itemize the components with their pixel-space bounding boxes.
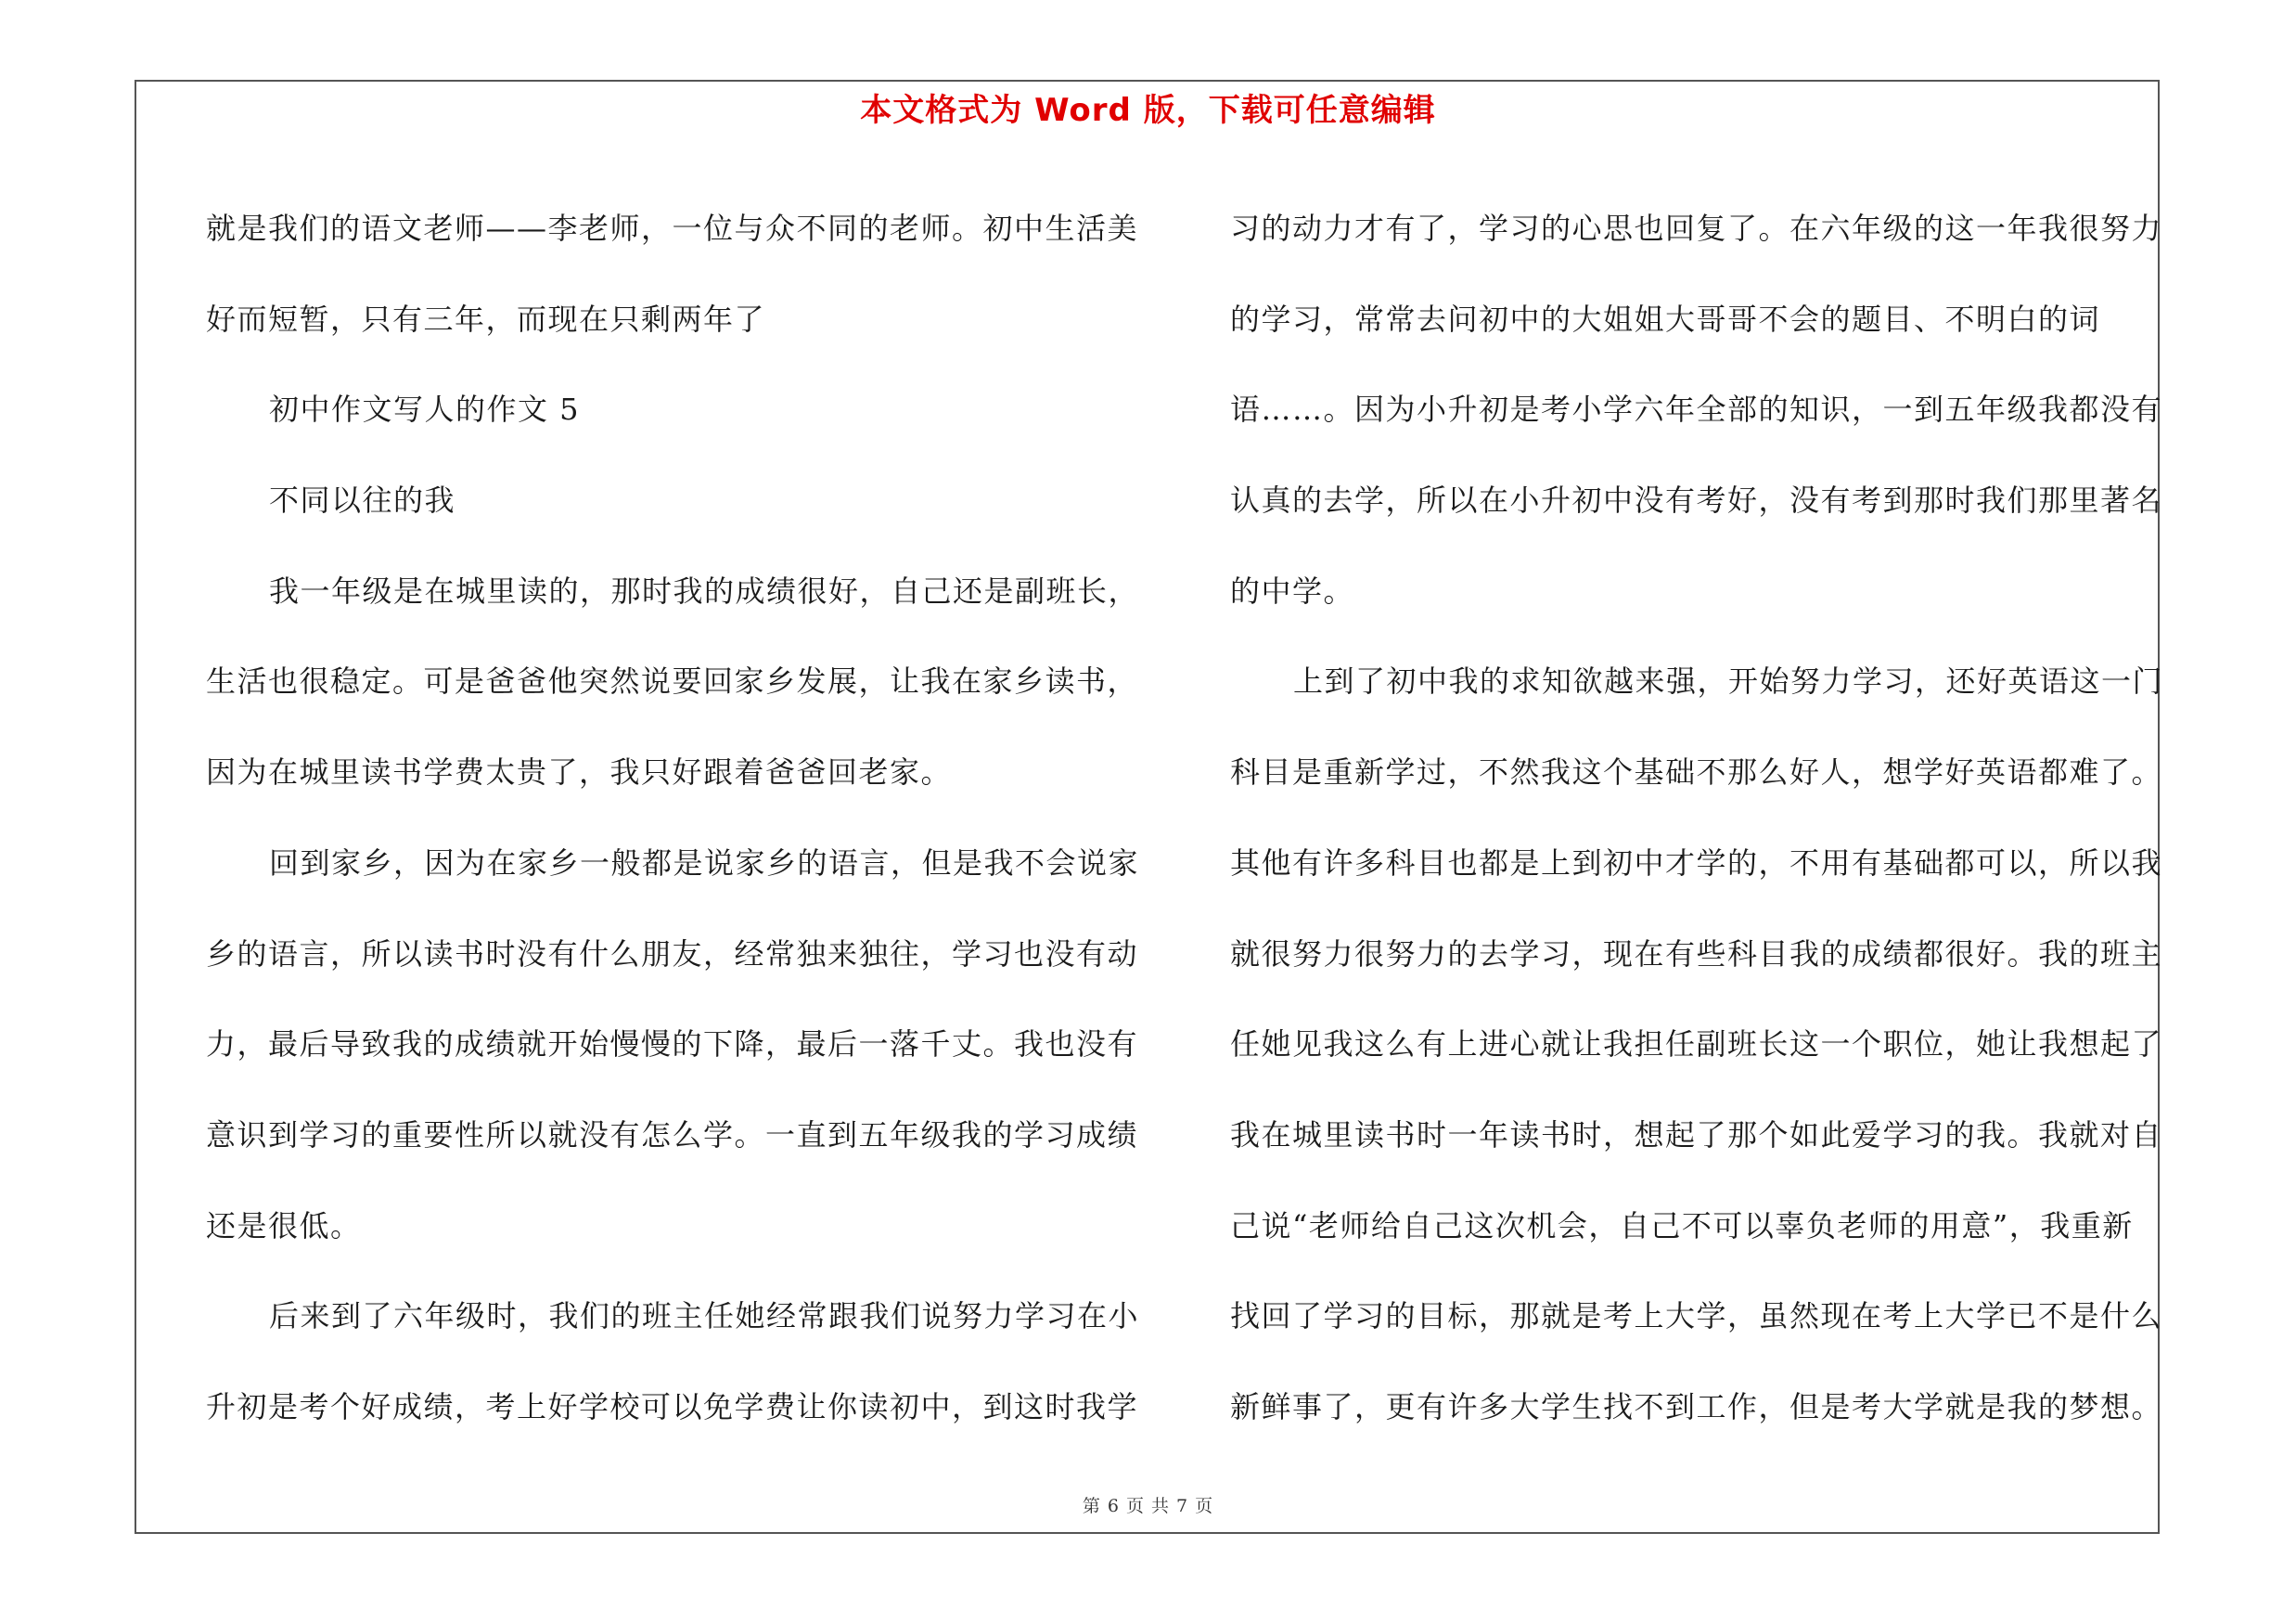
- text-line: 因为在城里读书学费太贵了，我只好跟着爸爸回老家。: [206, 754, 953, 791]
- text-line: 后来到了六年级时，我们的班主任她经常跟我们说努力学习在小: [269, 1298, 1140, 1334]
- text-line: 科目是重新学过，不然我这个基础不那么好人，想学好英语都难了。: [1230, 754, 2163, 791]
- text-line: 回到家乡，因为在家乡一般都是说家乡的语言，但是我不会说家: [269, 844, 1140, 881]
- text-line: 找回了学习的目标，那就是考上大学，虽然现在考上大学已不是什么: [1230, 1298, 2163, 1334]
- text-line: 不同以往的我: [269, 483, 456, 519]
- left-text-column: [206, 184, 1148, 1453]
- text-line: 语……。因为小升初是考小学六年全部的知识，一到五年级我都没有: [1230, 392, 2163, 428]
- text-line: 的中学。: [1230, 573, 1355, 609]
- format-banner: 本文格式为 Word 版，下载可任意编辑: [860, 92, 1436, 129]
- text-line: 其他有许多科目也都是上到初中才学的，不用有基础都可以，所以我: [1230, 844, 2163, 881]
- right-text-column: [1230, 184, 2176, 1453]
- text-line: 意识到学习的重要性所以就没有怎么学。一直到五年级我的学习成绩: [206, 1116, 1139, 1153]
- text-line: 就是我们的语文老师——李老师，一位与众不同的老师。初中生活美: [206, 211, 1139, 246]
- text-line: 任她见我这么有上进心就让我担任副班长这一个职位，她让我想起了: [1230, 1026, 2163, 1063]
- text-line: 我一年级是在城里读的，那时我的成绩很好，自己还是副班长，: [269, 573, 1140, 609]
- page-footer: 第 6 页 共 7 页: [1082, 1496, 1214, 1516]
- text-line: 新鲜事了，更有许多大学生找不到工作，但是考大学就是我的梦想。: [1230, 1388, 2163, 1424]
- text-line: 就很努力很努力的去学习，现在有些科目我的成绩都很好。我的班主: [1230, 935, 2163, 972]
- text-line: 我在城里读书时一年读书时，想起了那个如此爱学习的我。我就对自: [1230, 1116, 2163, 1153]
- text-line: 上到了初中我的求知欲越来强，开始努力学习，还好英语这一门: [1293, 663, 2164, 700]
- text-line: 还是很低。: [206, 1207, 362, 1243]
- text-line: 习的动力才有了，学习的心思也回复了。在六年级的这一年我很努力: [1230, 211, 2163, 246]
- text-line: 好而短暂，只有三年，而现在只剩两年了: [206, 301, 766, 337]
- text-line: 乡的语言，所以读书时没有什么朋友，经常独来独往，学习也没有动: [206, 935, 1139, 972]
- text-line: 的学习，常常去问初中的大姐姐大哥哥不会的题目、不明白的词: [1230, 301, 2101, 337]
- text-line: 生活也很稳定。可是爸爸他突然说要回家乡发展，让我在家乡读书，: [206, 663, 1139, 700]
- text-line: 初中作文写人的作文 5: [269, 392, 581, 428]
- text-line: 己说“老师给自己这次机会，自己不可以辜负老师的用意”，我重新: [1230, 1207, 2134, 1243]
- text-line: 认真的去学，所以在小升初中没有考好，没有考到那时我们那里著名: [1230, 483, 2163, 519]
- text-line: 力，最后导致我的成绩就开始慢慢的下降，最后一落千丈。我也没有: [206, 1026, 1139, 1063]
- text-line: 升初是考个好成绩，考上好学校可以免学费让你读初中，到这时我学: [206, 1388, 1139, 1424]
